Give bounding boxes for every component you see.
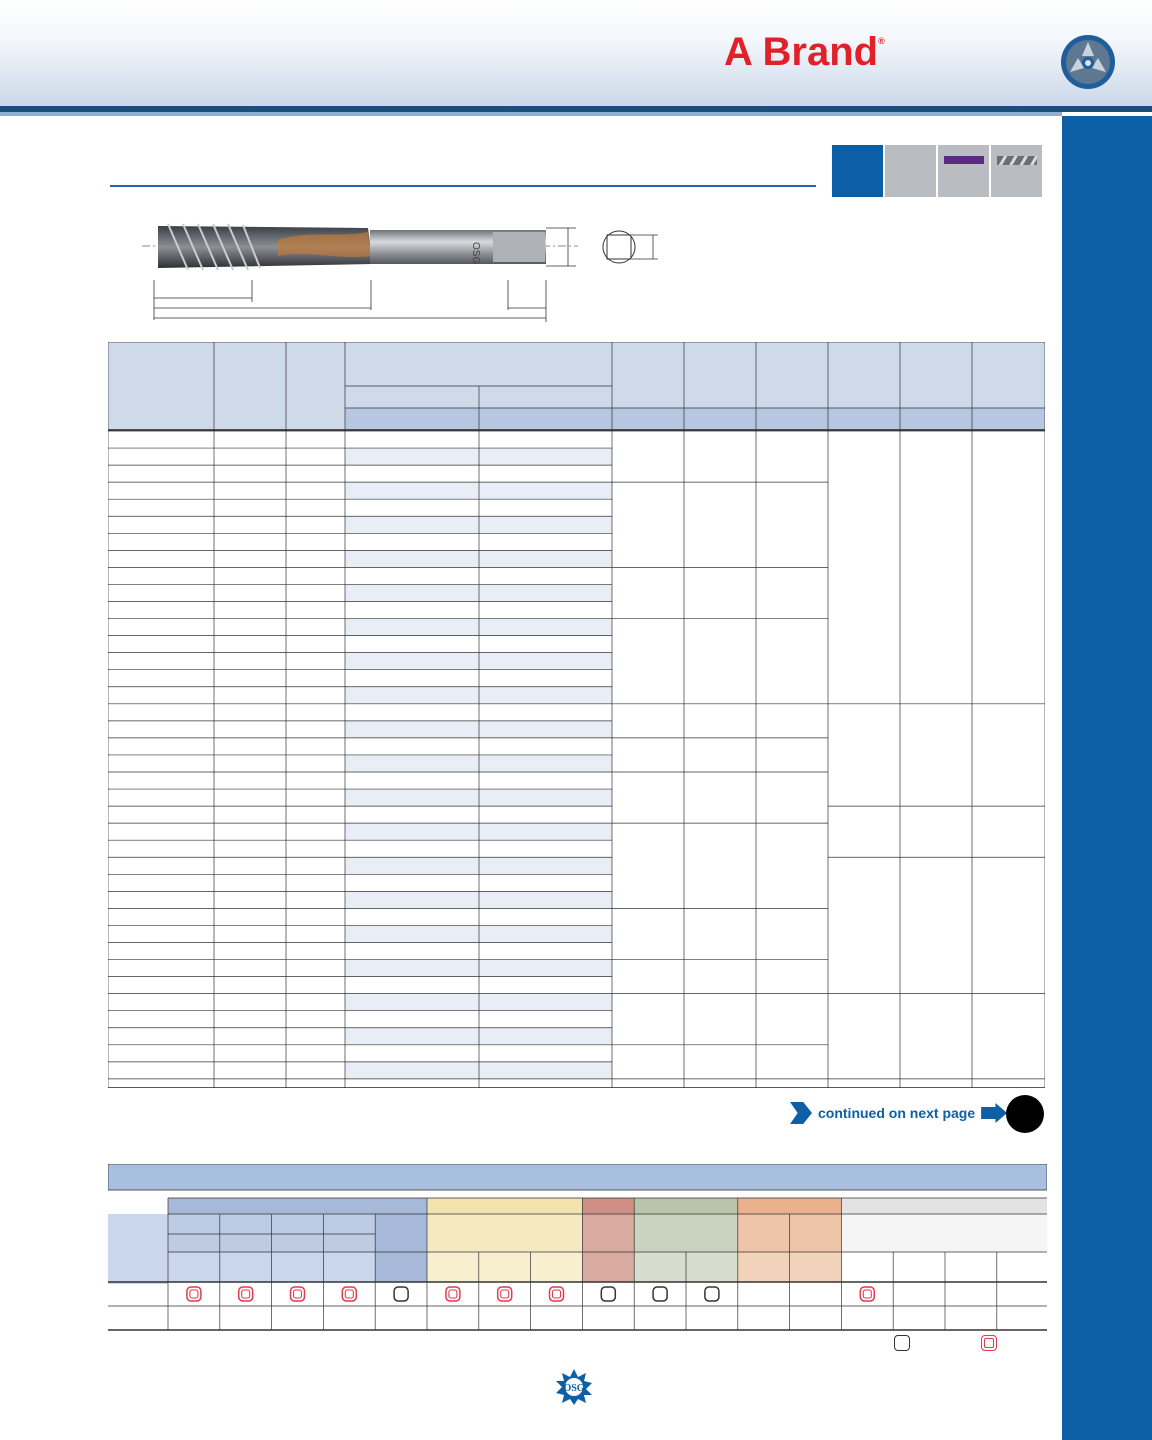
material-subheader — [427, 1214, 582, 1252]
best-mark-icon — [187, 1287, 201, 1301]
header-divider-light — [0, 112, 1062, 116]
table-row-shade — [345, 482, 612, 499]
svg-text:OSG: OSG — [470, 242, 481, 265]
material-subheader-lower — [841, 1252, 1047, 1282]
material-subheader — [634, 1214, 738, 1252]
section-tab-4[interactable] — [991, 145, 1042, 197]
gear-wheel-logo-icon — [1060, 34, 1116, 90]
best-mark-icon — [291, 1287, 305, 1301]
section-tab-3[interactable] — [938, 145, 989, 197]
table-row-shade — [345, 516, 612, 533]
table-row-shade — [345, 823, 612, 840]
table-row-shade — [345, 789, 612, 806]
title-underline — [110, 185, 816, 187]
table-row-shade — [345, 994, 612, 1011]
registered-mark: ® — [878, 36, 885, 46]
table-row-shade — [345, 550, 612, 567]
material-group-header — [582, 1198, 634, 1214]
spiral-flute-icon — [997, 156, 1037, 165]
legend-best-icon — [981, 1335, 997, 1351]
material-group-header — [634, 1198, 738, 1214]
coating-color-bar — [944, 156, 984, 164]
page-header — [0, 0, 1152, 108]
tap-size-table — [108, 342, 1045, 1088]
table-row-shade — [345, 891, 612, 908]
table-row-shade — [345, 1028, 612, 1045]
table-row-shade — [345, 687, 612, 704]
table-row-shade — [345, 755, 612, 772]
material-group-header — [168, 1198, 427, 1214]
best-mark-icon — [860, 1287, 874, 1301]
osg-logo-icon — [554, 1367, 594, 1407]
app-title-band — [108, 1164, 1047, 1190]
table-row-shade — [345, 619, 612, 636]
table-row-shade — [345, 653, 612, 670]
best-mark-icon — [446, 1287, 460, 1301]
svg-text:OSG: OSG — [563, 1383, 585, 1394]
good-mark-icon — [705, 1287, 719, 1301]
continued-notice[interactable] — [790, 1100, 1007, 1126]
table-row-shade — [345, 584, 612, 601]
brand-title — [724, 30, 885, 75]
brand-name: A Brand — [724, 30, 879, 74]
page-marker-dot — [1006, 1095, 1044, 1133]
table-row-shade — [345, 960, 612, 977]
tap-product-drawing — [138, 210, 678, 325]
table-row-shade — [345, 857, 612, 874]
material-subheader — [841, 1214, 1047, 1252]
table-row-shade — [345, 1062, 612, 1079]
material-subheader — [582, 1214, 634, 1282]
section-tab-active[interactable] — [832, 145, 883, 197]
best-mark-icon — [239, 1287, 253, 1301]
table-row-shade — [345, 925, 612, 942]
continued-text: continued on next page — [818, 1105, 976, 1121]
table-row-shade — [345, 448, 612, 465]
right-sidebar — [1062, 116, 1152, 1440]
legend-good-icon — [894, 1335, 910, 1351]
material-group-header — [738, 1198, 842, 1214]
section-tab-2[interactable] — [885, 145, 936, 197]
table-row-shade — [345, 721, 612, 738]
material-subheader-lower — [427, 1252, 582, 1282]
good-mark-icon — [394, 1287, 408, 1301]
best-mark-icon — [550, 1287, 564, 1301]
good-mark-icon — [601, 1287, 615, 1301]
arrow-right-icon — [981, 1103, 1007, 1123]
material-group-header — [427, 1198, 582, 1214]
good-mark-icon — [653, 1287, 667, 1301]
chevron-right-icon — [790, 1102, 812, 1124]
best-mark-icon — [342, 1287, 356, 1301]
application-material-table — [108, 1164, 1047, 1332]
table-subheader-band — [345, 408, 1045, 430]
app-rowhead-bg — [108, 1214, 168, 1284]
best-mark-icon — [498, 1287, 512, 1301]
material-subheader — [375, 1214, 427, 1282]
material-group-header — [841, 1198, 1047, 1214]
